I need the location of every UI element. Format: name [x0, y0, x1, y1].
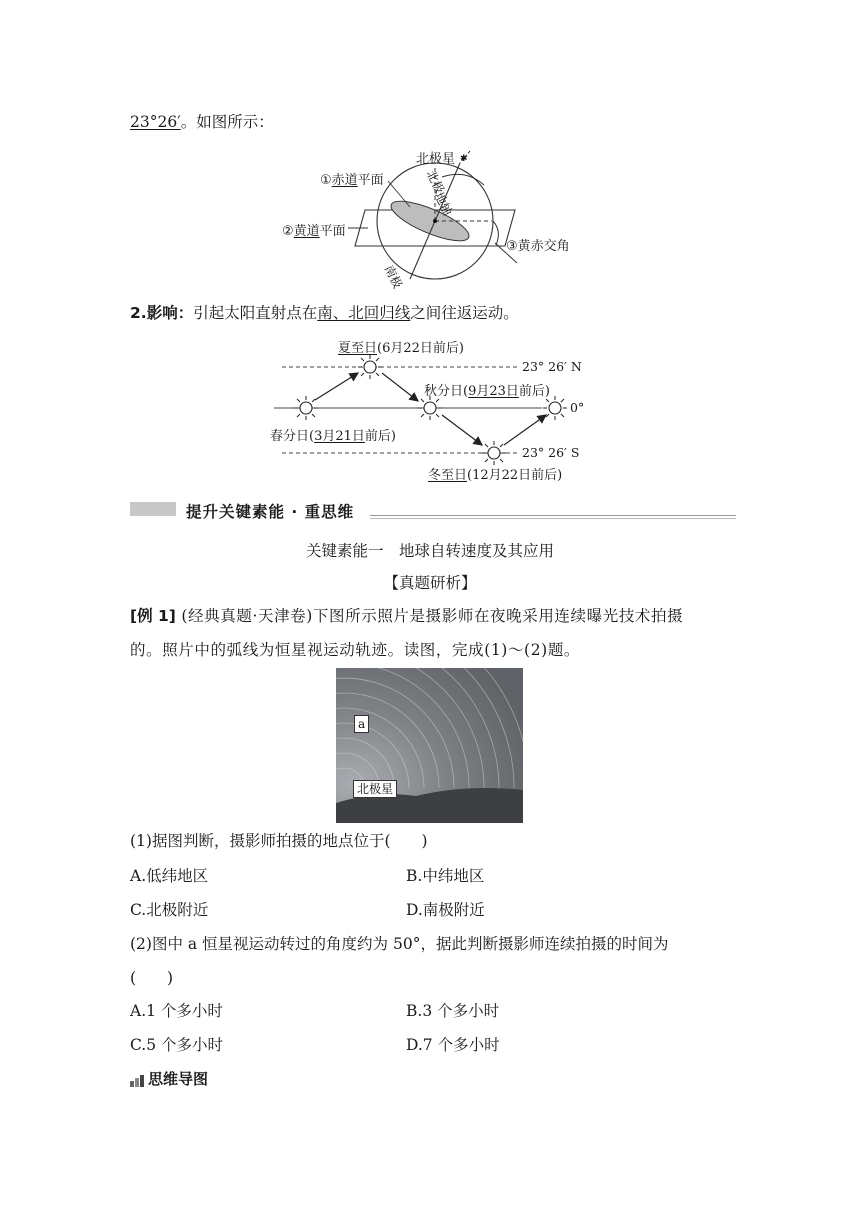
ecliptic-plane-num: ②: [282, 224, 294, 239]
lat-south-label: 23° 26′ S: [522, 445, 580, 460]
spring-post: 前后): [364, 429, 396, 444]
q1-option-b[interactable]: B.中纬地区: [406, 867, 485, 885]
example-line1: [130, 606, 683, 626]
rotation-arrow: [442, 174, 484, 185]
q2-option-b[interactable]: B.3 个多小时: [406, 1002, 500, 1020]
summer-date: (6月22日前后): [377, 341, 464, 356]
sun-icon-spring: [294, 396, 318, 420]
q1-option-a[interactable]: A.低纬地区: [130, 867, 209, 885]
influence-num: 2.: [130, 304, 147, 322]
sun-icon-summer: [358, 355, 382, 379]
equator-plane-word: 赤道: [331, 173, 358, 188]
section-rule-bottom: [370, 518, 736, 519]
autumn-pre: 秋分日(: [424, 384, 469, 399]
sun-icon-autumn: [418, 396, 442, 420]
influence-text2: 之间往返运动。: [410, 304, 519, 322]
section-rule-top: [370, 515, 736, 516]
q1-stem: (1)据图判断，摄影师拍摄的地点位于( ): [130, 832, 428, 850]
spring-equinox-label: [270, 425, 396, 444]
spring-pre: 春分日(: [270, 429, 315, 444]
ecliptic-diagram: [270, 145, 600, 290]
mindmap-icon: [130, 1072, 144, 1084]
q1-option-c[interactable]: C.北极附近: [130, 901, 209, 919]
south-pole-label: 南极: [381, 262, 405, 291]
q2-stem-line1: (2)图中 a 恒星视运动转过的角度约为 50°，据此判断摄影师连续拍摄的时间为: [130, 935, 669, 953]
q1-option-d[interactable]: D.南极附近: [406, 901, 485, 919]
intro-angle: 23°26′: [130, 113, 181, 131]
obliquity-label: ③黄赤交角: [506, 239, 570, 254]
sun-icon-spring-next: [543, 396, 567, 420]
north-star-label: 北极星: [416, 152, 456, 167]
topic-title: 关键素能一 地球自转速度及其应用: [305, 542, 554, 560]
autumn-equinox-label: [424, 380, 550, 399]
q2-stem-line2: ( ): [130, 969, 174, 987]
equator-plane-shape: [387, 194, 474, 249]
sun-path-diagram: [260, 335, 600, 487]
arrow-autumn-winter: [442, 415, 482, 445]
q2-option-c[interactable]: C.5 个多小时: [130, 1036, 224, 1054]
equator-plane-label: [320, 169, 384, 188]
sun-icon-winter: [482, 441, 506, 465]
section-title: 提升关键素能 · 重思维: [186, 503, 355, 521]
influence-tropics: 南、北回归线: [317, 304, 411, 322]
example-tag: [例 1]: [130, 607, 176, 625]
example-line2: 的。照片中的弧线为恒星视运动轨迹。读图，完成(1)～(2)题。: [130, 641, 581, 659]
intro-line: [130, 112, 274, 132]
q2-option-d[interactable]: D.7 个多小时: [406, 1036, 500, 1054]
photo-label-a: a: [354, 715, 369, 733]
influence-text1: 引起太阳直射点在: [193, 304, 318, 322]
equator-plane-num: ①: [320, 173, 332, 188]
example-text1: (经典真题·天津卷)下图所示照片是摄影师在夜晚采用连续曝光技术拍摄: [181, 607, 684, 625]
star-icon: ✱: [460, 154, 468, 164]
winter-word: 冬至日: [428, 468, 468, 483]
autumn-date: 9月23日: [468, 384, 519, 399]
winter-date: (12月22日前后): [467, 468, 563, 483]
star-trail-photo: [336, 668, 523, 823]
spring-date: 3月21日: [314, 429, 365, 444]
ecliptic-plane-label: [282, 220, 346, 239]
arrow-summer-autumn: [382, 373, 418, 401]
winter-solstice-label: [428, 464, 562, 483]
summer-word: 夏至日: [338, 341, 378, 356]
topic-subtitle: 【真题研析】: [383, 574, 477, 592]
ecliptic-plane-word: 黄道: [293, 224, 320, 239]
section-header: [130, 500, 736, 520]
arrow-winter-spring: [504, 415, 546, 445]
axis-label: 地轴: [431, 189, 455, 218]
ecliptic-plane-rest: 平面: [319, 224, 346, 239]
lat-north-label: 23° 26′ N: [522, 359, 582, 374]
intro-suffix: 。如图所示：: [180, 113, 274, 131]
autumn-post: 前后): [518, 384, 550, 399]
arrow-spring-summer: [315, 373, 358, 400]
influence-line: [130, 303, 519, 323]
equator-plane-rest: 平面: [357, 173, 384, 188]
summer-solstice-label: [338, 337, 464, 356]
star-trail-svg: [336, 668, 523, 823]
lat-equator-label: 0°: [570, 400, 585, 415]
influence-heading: 影响：: [146, 304, 194, 322]
section-gray-block: [130, 502, 176, 516]
obliquity-arc: [493, 221, 498, 245]
mindmap-title: 思维导图: [148, 1070, 209, 1088]
north-pole-label: 北极: [423, 167, 447, 196]
earth-center: [433, 219, 437, 223]
photo-label-north-star: 北极星: [353, 780, 397, 798]
q2-option-a[interactable]: A.1 个多小时: [130, 1002, 223, 1020]
